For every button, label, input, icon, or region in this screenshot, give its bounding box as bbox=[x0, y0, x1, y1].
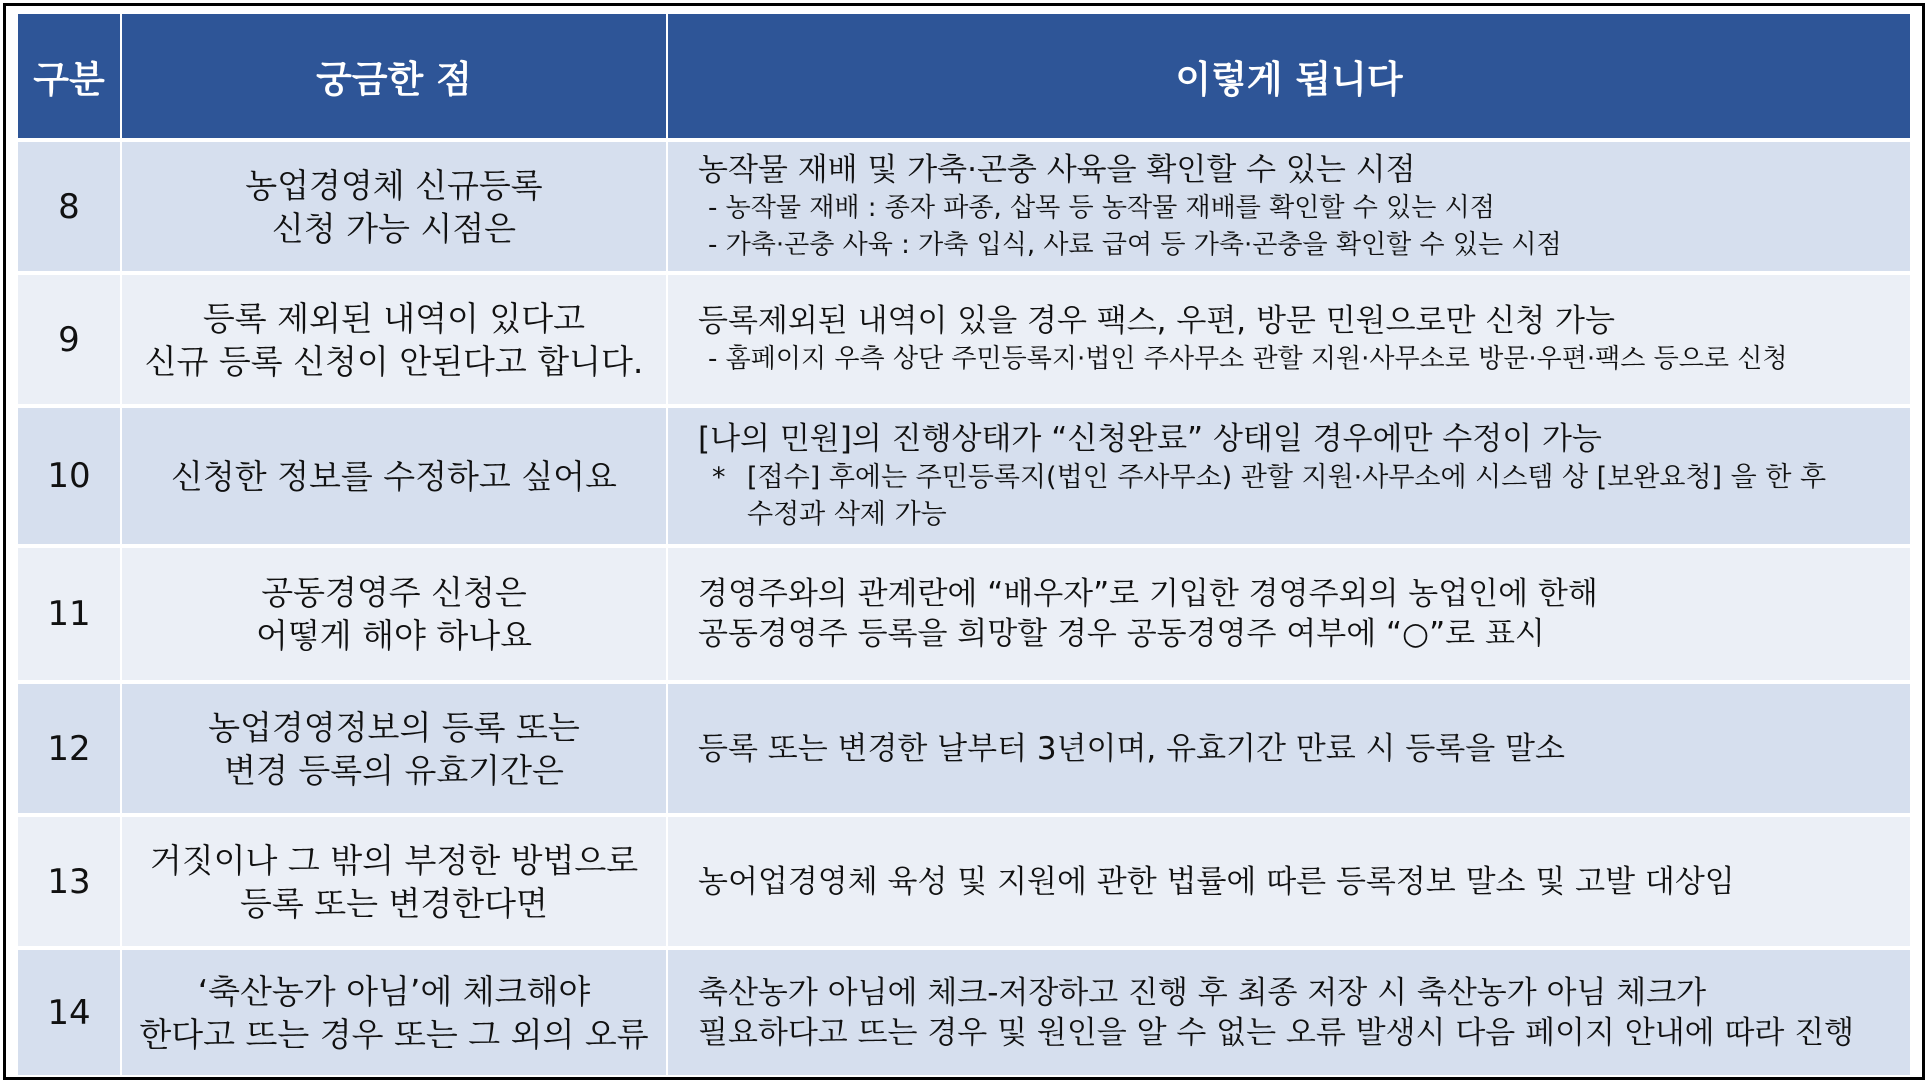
answer-main: 등록제외된 내역이 있을 경우 팩스, 우편, 방문 민원으로만 신청 가능 bbox=[698, 303, 1615, 339]
table-row bbox=[18, 273, 1910, 406]
question-line: 신청한 정보를 수정하고 싶어요 bbox=[171, 456, 617, 496]
table-row bbox=[18, 682, 1910, 815]
question-line: 공동경영주 신청은 bbox=[261, 573, 527, 612]
answer-line: 경영주와의 관계란에 “배우자”로 기입한 경영주외의 농업인에 한해 bbox=[698, 576, 1598, 612]
header-question: 궁금한 점 bbox=[121, 14, 667, 140]
question-line: 변경 등록의 유효기간은 bbox=[224, 750, 564, 790]
question-line: 농업경영정보의 등록 또는 bbox=[208, 707, 580, 747]
row-answer bbox=[667, 406, 1910, 546]
header-answer: 이렇게 됩니다 bbox=[667, 14, 1910, 140]
row-answer bbox=[667, 546, 1910, 682]
table-row bbox=[18, 546, 1910, 682]
faq-table bbox=[18, 14, 1910, 1075]
row-question bbox=[121, 948, 667, 1075]
row-number: 11 bbox=[18, 546, 121, 682]
question-line: ‘축산농가 아님’에 체크해야 bbox=[197, 971, 591, 1011]
answer-line: 축산농가 아님에 체크-저장하고 진행 후 최종 저장 시 축산농가 아님 체크가 bbox=[698, 974, 1707, 1011]
answer-main: 농작물 재배 및 가축·곤충 사육을 확인할 수 있는 시점 bbox=[698, 151, 1416, 188]
question-line: 신청 가능 시점은 bbox=[271, 208, 517, 248]
row-question bbox=[121, 273, 667, 406]
row-number: 10 bbox=[18, 406, 121, 546]
row-question bbox=[121, 546, 667, 682]
row-answer bbox=[667, 682, 1910, 815]
answer-sub: - 농작물 재배 : 종자 파종, 삽목 등 농작물 재배를 확인할 수 있는 시점 bbox=[708, 192, 1495, 223]
asterisk-mark: * bbox=[712, 462, 726, 493]
answer-sub: - 홈페이지 우측 상단 주민등록지·법인 주사무소 관할 지원·사무소로 방문·우편·팩스 등으로 신청 bbox=[708, 344, 1788, 374]
question-line: 어떻게 해야 하나요 bbox=[255, 616, 532, 655]
question-line: 한다고 뜨는 경우 또는 그 외의 오류 bbox=[139, 1014, 649, 1054]
question-line: 등록 제외된 내역이 있다고 bbox=[202, 298, 586, 338]
row-number: 8 bbox=[18, 140, 121, 273]
answer-note bbox=[698, 459, 1900, 496]
row-answer bbox=[667, 948, 1910, 1075]
answer-line: 필요하다고 뜨는 경우 및 원인을 알 수 없는 오류 발생시 다음 페이지 안내에 따라 진행 bbox=[698, 1014, 1855, 1051]
faq-frame bbox=[3, 3, 1925, 1080]
answer-sub: - 가축·곤충 사육 : 가축 입식, 사료 급여 등 가축·곤충을 확인할 수 있는 시점 bbox=[708, 229, 1562, 260]
row-number: 9 bbox=[18, 273, 121, 406]
table-header-row bbox=[18, 14, 1910, 140]
table-row bbox=[18, 406, 1910, 546]
row-number: 13 bbox=[18, 815, 121, 948]
row-answer bbox=[667, 140, 1910, 273]
table-row bbox=[18, 815, 1910, 948]
answer-line: 등록 또는 변경한 날부터 3년이며, 유효기간 만료 시 등록을 말소 bbox=[698, 730, 1565, 767]
answer-line: 농어업경영체 육성 및 지원에 관한 법률에 따른 등록정보 말소 및 고발 대상임 bbox=[698, 863, 1735, 900]
row-question bbox=[121, 815, 667, 948]
row-question bbox=[121, 140, 667, 273]
row-question bbox=[121, 682, 667, 815]
answer-note-continued: 수정과 삭제 가능 bbox=[747, 499, 947, 530]
answer-main: [나의 민원]의 진행상태가 “신청완료” 상태일 경우에만 수정이 가능 bbox=[698, 421, 1602, 457]
question-line: 거짓이나 그 밖의 부정한 방법으로 bbox=[149, 840, 639, 880]
table-row bbox=[18, 948, 1910, 1075]
row-answer bbox=[667, 273, 1910, 406]
row-number: 12 bbox=[18, 682, 121, 815]
answer-line: 공동경영주 등록을 희망할 경우 공동경영주 여부에 “○”로 표시 bbox=[698, 616, 1545, 652]
answer-note-text: [접수] 후에는 주민등록지(법인 주사무소) 관할 지원·사무소에 시스템 상 [보완요청] 을 한 후 bbox=[747, 462, 1827, 493]
row-question bbox=[121, 406, 667, 546]
row-answer bbox=[667, 815, 1910, 948]
question-line: 등록 또는 변경한다면 bbox=[240, 883, 548, 923]
header-num: 구분 bbox=[18, 14, 121, 140]
question-line: 신규 등록 신청이 안된다고 합니다. bbox=[144, 341, 644, 381]
question-line: 농업경영체 신규등록 bbox=[245, 165, 543, 205]
table-row bbox=[18, 140, 1910, 273]
row-number: 14 bbox=[18, 948, 121, 1075]
